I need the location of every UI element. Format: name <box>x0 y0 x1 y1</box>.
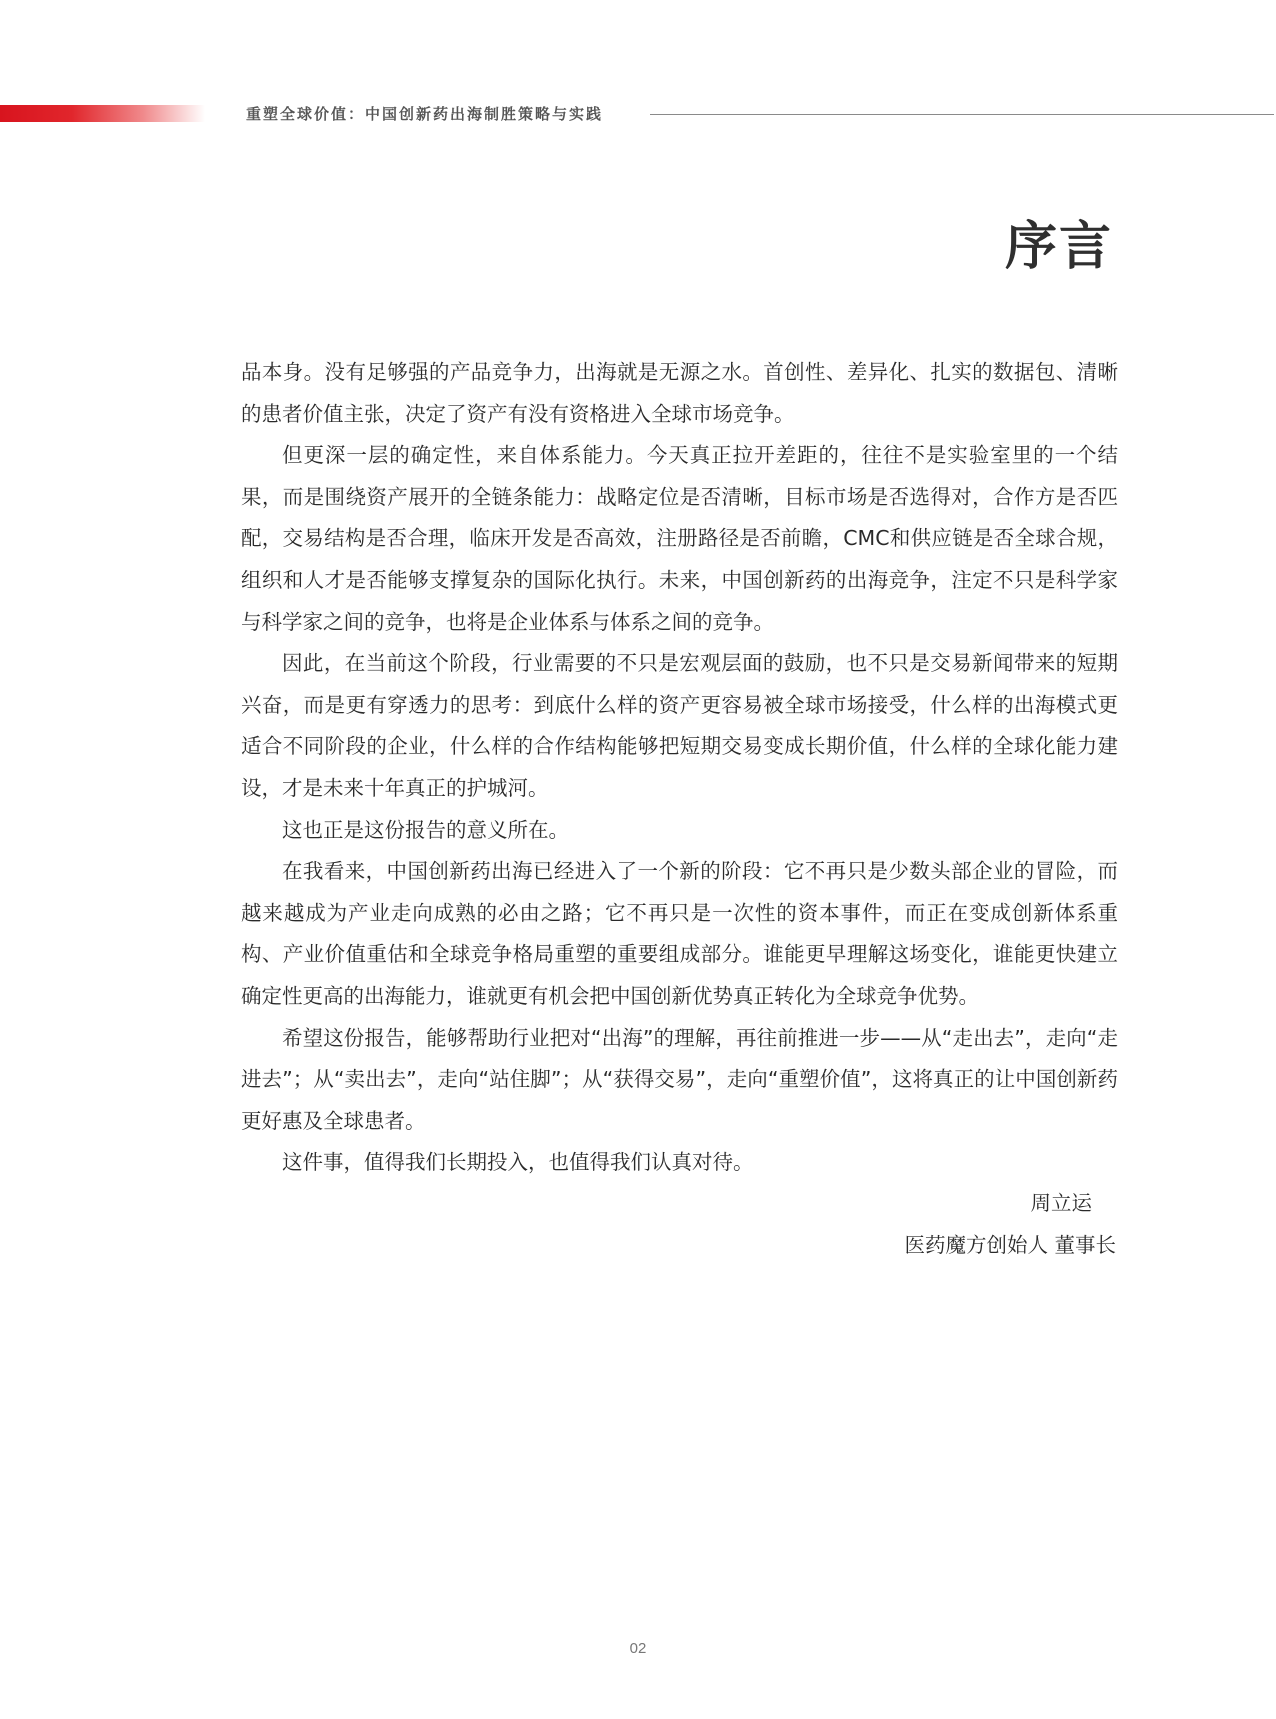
preface-body <box>241 352 1118 1184</box>
signature-name: 周立运 <box>1030 1191 1092 1215</box>
paragraph: 但更深一层的确定性，来自体系能力。今天真正拉开差距的，往往不是实验室里的一个结果，而是围绕资产展开的全链条能力：战略定位是否清晰，目标市场是否选得对，合作方是否匹配，交易结构是否合理，临床开发是否高效，注册路径是否前瞻，CMC和供应链是否全球合规，组织和人才是否能够支撑复杂的国际化执行。未来，中国创新药的出海竞争，注定不只是科学家与科学家之间的竞争，也将是企业体系与体系之间的竞争。 <box>241 443 1118 634</box>
paragraph: 这也正是这份报告的意义所在。 <box>282 817 569 842</box>
signature-block <box>904 1182 1116 1266</box>
signature-position: 医药魔方创始人 董事长 <box>904 1233 1116 1257</box>
header-accent-bar <box>0 105 205 122</box>
header-divider <box>650 114 1274 115</box>
paragraph: 这件事，值得我们长期投入，也值得我们认真对待。 <box>282 1150 754 1175</box>
running-header-title: 重塑全球价值：中国创新药出海制胜策略与实践 <box>246 105 604 123</box>
paragraph: 因此，在当前这个阶段，行业需要的不只是宏观层面的鼓励，也不只是交易新闻带来的短期兴奋，而是更有穿透力的思考：到底什么样的资产更容易被全球市场接受，什么样的出海模式更适合不同阶段的企业，什么样的合作结构能够把短期交易变成长期价值，什么样的全球化能力建设，才是未来十年真正的护城河。 <box>241 651 1118 800</box>
paragraph: 在我看来，中国创新药出海已经进入了一个新的阶段：它不再只是少数头部企业的冒险，而越来越成为产业走向成熟的必由之路；它不再只是一次性的资本事件，而正在变成创新体系重构、产业价值重估和全球竞争格局重塑的重要组成部分。谁能更早理解这场变化，谁能更快建立确定性更高的出海能力，谁就更有机会把中国创新优势真正转化为全球竞争优势。 <box>241 859 1118 1008</box>
paragraph-continued: 品本身。没有足够强的产品竞争力，出海就是无源之水。首创性、差异化、扎实的数据包、清晰的患者价值主张，决定了资产有没有资格进入全球市场竞争。 <box>241 360 1118 426</box>
paragraph: 希望这份报告，能够帮助行业把对“出海”的理解，再往前推进一步——从“走出去”，走向“走进去”；从“卖出去”，走向“站住脚”；从“获得交易”，走向“重塑价值”，这将真正的让中国创新药更好惠及全球患者。 <box>241 1025 1118 1133</box>
page-title: 序言 <box>1004 216 1113 277</box>
page-number: 02 <box>629 1640 647 1657</box>
